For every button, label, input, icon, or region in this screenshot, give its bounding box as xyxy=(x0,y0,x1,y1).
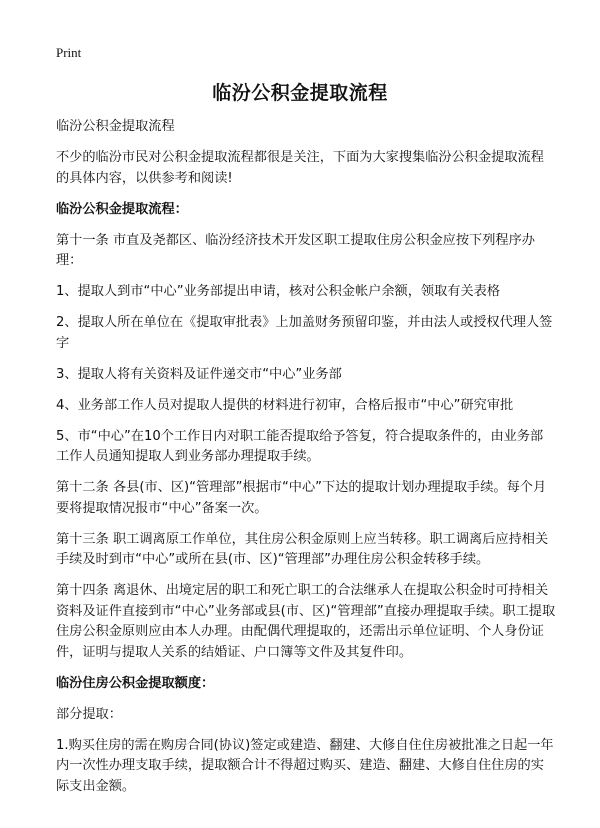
intro-paragraph: 不少的临汾市民对公积金提取流程都很是关注，下面为大家搜集临汾公积金提取流程的具体内容，以供参考和阅读! xyxy=(56,150,544,186)
section-heading-amount: 临汾住房公积金提取额度： xyxy=(56,675,215,691)
article-clause-11: 第十一条 市直及尧都区、临汾经济技术开发区职工提取住房公积金应按下列程序办理： xyxy=(56,232,535,268)
step-1: 1、提取人到市“中心”业务部提出申请，核对公积金帐户余额，领取有关表格 xyxy=(56,284,501,299)
article-body xyxy=(56,117,556,808)
step-3: 3、提取人将有关资料及证件递交市“中心”业务部 xyxy=(56,366,342,382)
step-2: 2、提取人所在单位在《提取审批表》上加盖财务预留印鉴，并由法人或授权代理人签字 xyxy=(56,315,553,351)
article-subtitle: 临汾公积金提取流程 xyxy=(56,119,175,134)
page-title: 临汾公积金提取流程 xyxy=(212,82,388,104)
article-clause-14: 第十四条 离退休、出境定居的职工和死亡职工的合法继承人在提取公积金时可持相关资料及证件直接到市“中心”业务部或县(市、区)“管理部”直接办理提取手续。职工提取住房公积金原则应由本人办理。由配偶代理提取的，还需出示单位证明、个人身份证件，证明与提取人关系的结婚证、户口簿等文件及其复件印。 xyxy=(56,583,556,660)
step-5: 5、市“中心”在10个工作日内对职工能否提取给予答复，符合提取条件的，由业务部工作人员通知提取人到业务部办理提取手续。 xyxy=(56,428,544,464)
partial-withdrawal-rule-1: 1.购买住房的需在购房合同(协议)签定或建造、翻建、大修自住住房被批准之日起一年内一次性办理支取手续，提取额合计不得超过购买、建造、翻建、大修自住住房的实际支出金额。 xyxy=(56,737,554,794)
step-4: 4、业务部工作人员对提取人提供的材料进行初审，合格后报市“中心”研究审批 xyxy=(56,397,514,413)
partial-withdrawal-label: 部分提取： xyxy=(56,706,122,722)
article-clause-12: 第十二条 各县(市、区)“管理部”根据市“中心”下达的提取计划办理提取手续。每个月要将提取情况报市“中心”备案一次。 xyxy=(56,480,547,516)
print-link[interactable]: Print xyxy=(56,45,82,60)
section-heading-process: 临汾公积金提取流程： xyxy=(56,201,188,217)
article-clause-13: 第十三条 职工调离原工作单位，其住房公积金原则上应当转移。职工调离后应持相关手续及时到市“中心”或所在县(市、区)“管理部”办理住房公积金转移手续。 xyxy=(56,531,549,567)
